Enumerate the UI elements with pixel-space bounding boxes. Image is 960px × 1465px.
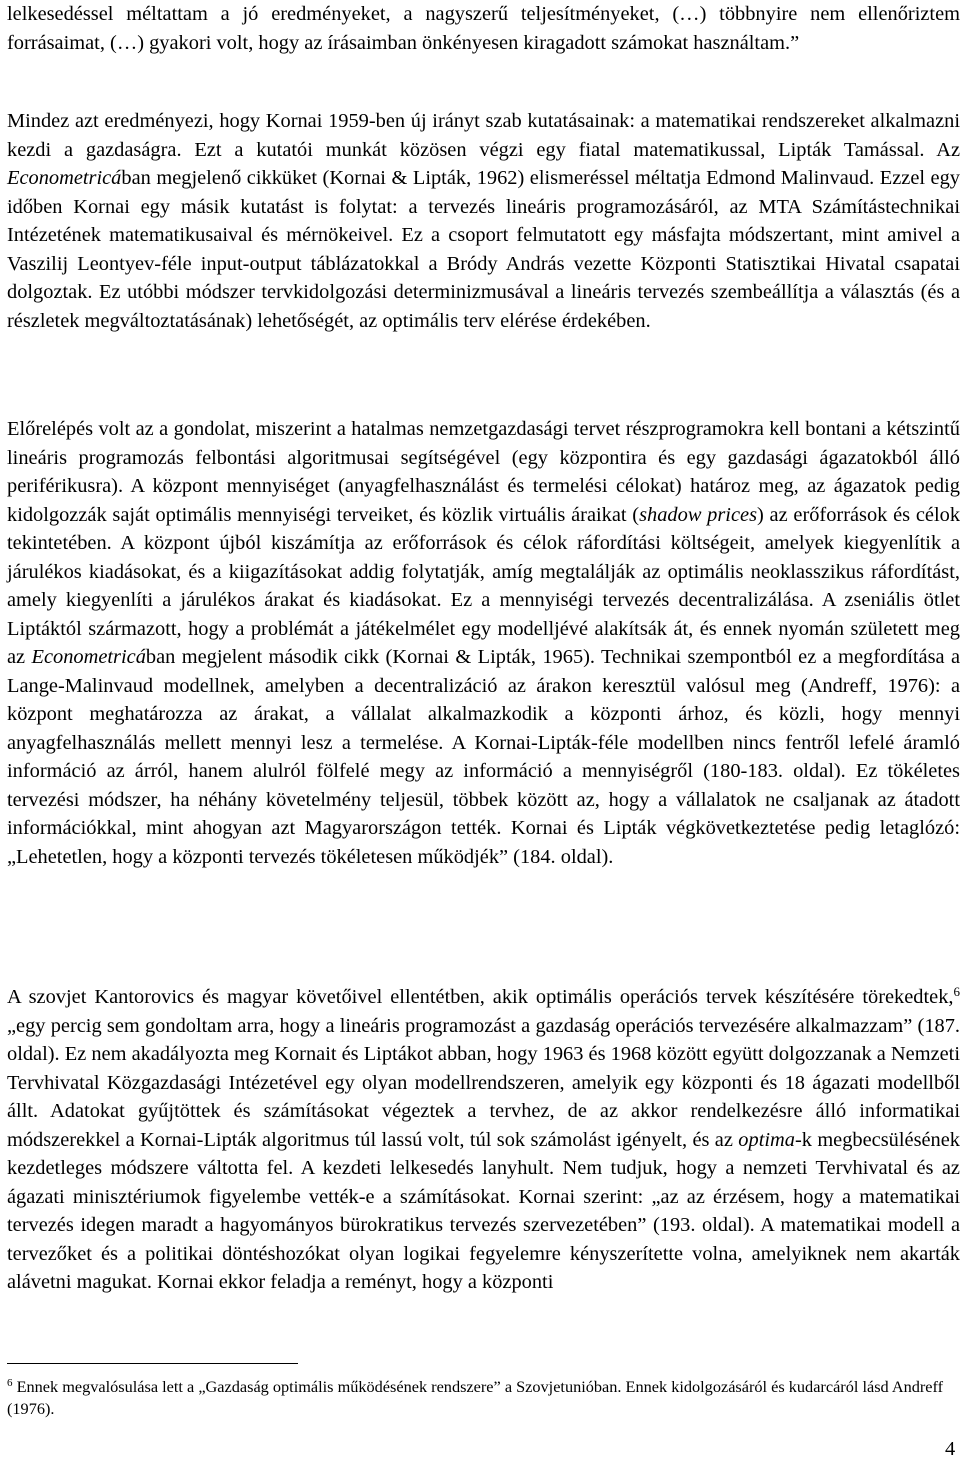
footnote-reference: 6 [953,984,960,999]
italic-text: Econometricá [7,167,122,189]
italic-text: Econometricá [31,646,146,668]
text-run: „egy percig sem gondoltam arra, hogy a lineáris programozást a gazdaság operációs tervezésére alkalmazzam” (187. oldal). Ez nem akadályozta meg Kornait és Liptákot abban, hogy 1963 és 1968 között együtt dolgozzanak a Nemzeti Tervhivatal Közgazdasági Intézetével egy olyan modellrendszeren, amelyik egy központi és 18 ágazati modellből állt. Adatokat gyűjtöttek és számításokat végeztek a tervhez, de az akkor rendelkezésre álló informatikai módszerekkel a Kornai-Lipták algoritmus túl lassú volt, túl sok számolást igényelt, és az [7,1014,960,1151]
paragraph-3 [7,415,960,871]
italic-text: optima [738,1128,795,1151]
text-run: ban megjelent második cikk (Kornai & Lipták, 1965). Technikai szempontból ez a megfordítása a Lange-Malinvaud modellnek, amelyben a decentralizáció az árakon keresztül valósul meg (Andreff, 1976): a központ meghatározza az árakat, a vállalat alkalmazkodik a központi árhoz, és közli, hogy mennyi anyagfelhasználás mellett mennyi lesz a termelése. A Kornai-Lipták-féle modellben nincs fentről lefelé áramló információ az árról, hanem alulról fölfelé megy az információ a mennyiségről (180-183. oldal). Ez tökéletes tervezési módszer, ha néhány követelmény teljesül, többek között az, hogy a vállalatok ne csaljanak az átadott információkkal, mint ahogyan azt Magyarországon tették. Kornai és Lipták végkövetkeztetése pedig letaglózó: „Lehetetlen, hogy a központi tervezés tökéletesen működjék” (184. oldal). [7,646,960,868]
footnote-number: 6 [7,1377,13,1389]
paragraph-1 [7,0,960,57]
footnote-separator [7,1363,298,1364]
text-run: Előrelépés volt az a gondolat, miszerint a hatalmas nemzetgazdasági tervet részprogramokra kell bontani a kétszintű lineáris programozás felbontási algoritmusai segítségével (egy központira és egy gazdasági ágazatokból álló periférikusra). A központ mennyiséget (anyagfelhasználást és termelési célokat) határoz meg, az ágazatok pedig kidolgozzák saját optimális mennyiségi terveiket, és közlik virtuális áraikat ( [7,418,960,526]
footnote [7,1376,960,1420]
text-run: lelkesedéssel méltattam a jó eredményeket, a nagyszerű teljesítményeket, (…) többnyire nem ellenőriztem forrásaimat, (…) gyakori volt, hogy az írásaimban önkényesen kiragadott számokat használtam.” [7,3,960,54]
paragraph-2 [7,107,960,335]
text-run: -k megbecsülésének kezdetleges módszere váltotta fel. A kezdeti lelkesedés lanyhult. Nem tudjuk, hogy a nemzeti Tervhivatal és az ágazati minisztériumok figyelembe vették-e a számításokat. Kornai szerint: „az az érzésem, hogy a matematikai tervezés idegen maradt a hagyományos bürokratikus tervezés szervezetében” (193. oldal). A matematikai modell a tervezőket és a politikai döntéshozókat olyan logikai fegyelemre kényszerítette volna, amelyiknek nem akarták alávetni magukat. Kornai ekkor feladja a reményt, hogy a központi [7,1128,960,1293]
text-run: ban megjelenő cikküket (Kornai & Lipták, 1962) elismeréssel méltatja Edmond Malinvaud. Ezzel egy időben Kornai egy másik kutatást is folytat: a tervezés lineáris programozásáról, az MTA Számítástechnikai Intézetének matematikusaival és mérnökeivel. Ez a csoport felmutatott egy másfajta módszertant, mint amivel a Vaszilij Leontyev-féle input-output táblázatokkal a Bródy András vezette Központi Statisztikai Hivatal csapatai dolgoztak. Ez utóbbi módszer tervkidolgozási determinizmusával a lineáris tervezés szembeállítja a választás (és a részletek megváltoztatásának) lehetőségét, az optimális terv elérése érdekében. [7,167,960,332]
italic-text: shadow prices [639,503,758,526]
footnote-text: Ennek megvalósulása lett a „Gazdaság optimális működésének rendszere” a Szovjetunióban. Ennek kidolgozásáról és kudarcáról lásd Andreff (1976). [7,1377,944,1418]
page-number: 4 [945,1438,956,1460]
text-run: Mindez azt eredményezi, hogy Kornai 1959-ben új irányt szab kutatásainak: a matematikai rendszereket alkalmazni kezdi a gazdaságra. Ezt a kutatói munkát közösen végzi egy fiatal matematikussal, Lipták Tamással. Az [7,110,960,161]
text-run: ) az erőforrások és célok tekintetében. A központ újból kiszámítja az erőforrások és célok ráfordítási költségeit, amelyek kiegyenlítik a járulékos kiadásokat, és a kiigazításokat addig folytatják, amíg megtalálják az optimális neoklasszikus ráfordítást, amely kiegyenlíti a járulékos árakat és kiadásokat. Ez a mennyiségi tervezés decentralizálása. A zseniális ötlet Liptáktól származott, hogy a problémát a játékelmélet egy modelljévé alakítsák át, és ennek nyomán született meg az [7,503,960,668]
text-run: A szovjet Kantorovics és magyar követőivel ellentétben, akik optimális operációs tervek készítésére törekedtek, [7,986,954,1008]
paragraph-4 [7,983,960,1297]
